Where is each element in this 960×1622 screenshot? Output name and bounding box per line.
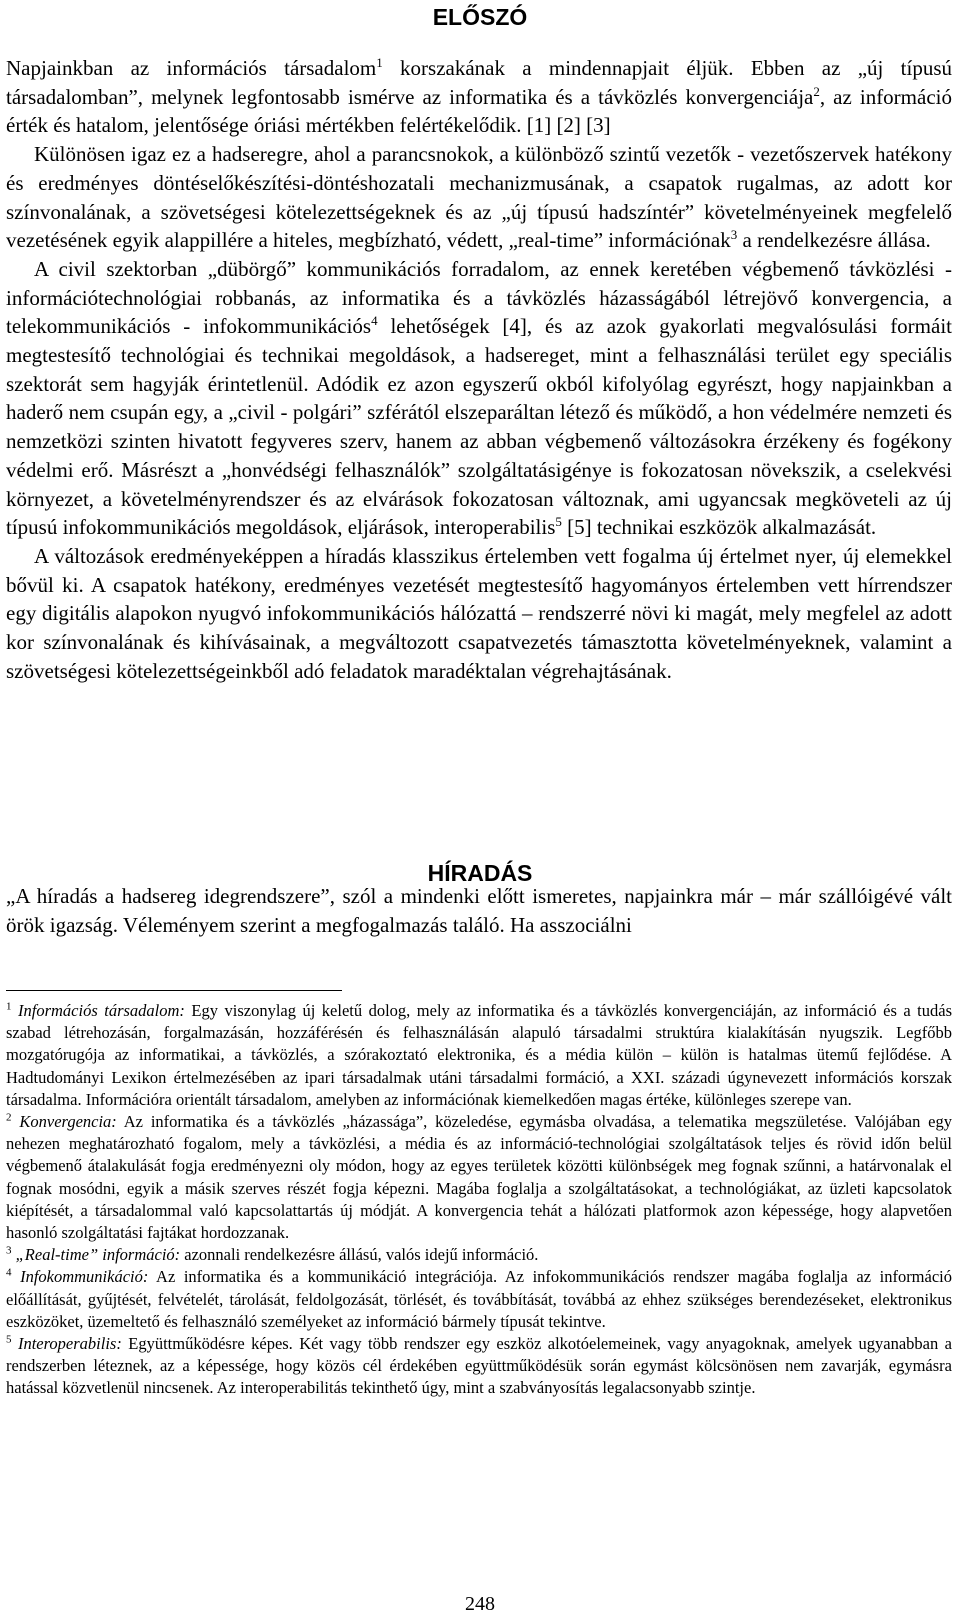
paragraph-4: A változások eredményeképpen a híradás klasszikus értelemben vett fogalma új értelmet nyer, új elemekkel bővül ki. A csapatok hatékony, eredményes vezetését megtestesítő hagyományos értelemben vett hírrendszer egy digitális alapokon nyugvó infokommunikációs hálózattá – rendszerré növi ki magát, mely megfelel az adott kor színvonalának és kihívásainak, a megváltozott csapatvezetés támasztotta követelményeknek, valamint a szövetségesi kötelezettségeinkből adó feladatok maradéktalan végrehajtásának.	[6, 543, 952, 683]
footnote-2: $^2$ Konvergencia: Az informatika és a távközlés „házassága”, közeledése, egymásba olvadása, a telematika megszületése. Valójában egy nehezen meghatározható fogalom, mely a távközlési, a média és az információ-technológiai szolgáltatások teljes és rövid időn belül végbemenő átalakulását fogja eredményezni oly módon, hogy az egyes területek közötti különbségek meg fognak szűnni, a határvonalak el fognak mosódni, egyik a másik szerves részét fogja képezni. Magába foglalja a szolgáltatásokat, a technológiákat, az üzleti kapcsolatok kiépítését, a társadalommal való kapcsolattartás új módját. A konvergencia tehát a hálózati platformok azon képessége, hogy alapvetően hasonló szolgáltatási fajtákat hordozzanak.	[6, 1111, 953, 1243]
footnote-divider	[6, 990, 342, 991]
footnotes	[6, 1000, 952, 1400]
footnote-ref-5[interactable]: 5	[555, 514, 562, 530]
paragraph-3: A civil szektorban „dübörgő” kommunikációs forradalom, az ennek keretében végbemenő távközlési - információtechnológiai robbanás, az informatika és a távközlés házasságából létrejövő konvergencia, a telekommunikációs - infokommunikációs$^4$ lehetőségek [4], és az azok gyakorlati megvalósulási formáit megtestesítő technológiai és technikai megoldások, a hadsereget, mint a felhasználási terület egy speciális szektorát sem hagyják érintetlenül. Adódik ez azon egyszerű okból kifolyólag egyrészt, hogy napjainkban a haderő nem csupán egy, a „civil - polgári” szférától elszeparáltan létező és működő, a hon védelmére nemzeti és nemzetközi szinten hivatott fegyveres szerv, hanem az abban végbemenő változásokra érzékeny és fogékony védelmi erő. Másrészt a „honvédségi felhasználók” szolgáltatásigénye is fokozatosan növekszik, a cselekvési környezet, a követelményrendszer és az elvárások fokozatosan változnak, ami ugyancsak megköveteli az új típusú infokommunikációs megoldások, eljárások, interoperabilis$^5$ [5] technikai eszközök alkalmazását.	[6, 256, 953, 540]
section-title-signal: HÍRADÁS	[427, 860, 533, 886]
section-title-foreword: ELŐSZÓ	[432, 4, 528, 30]
signal-body	[6, 882, 952, 939]
foreword-body	[6, 54, 952, 685]
page-number: 248	[465, 1593, 495, 1615]
footnote-1: $^1$ Információs társadalom: Egy viszonylag új keletű dolog, mely az informatika és a távközlés konvergenciáján, az információ és a tudás szabad létrehozásán, forgalmazásán, hozzáférésén és felhasználásán alapuló társadalmi struktúra kialakításán nyugszik. Legfőbb mozgatórugója az informatikai, a távközlés, a szórakoztató elektronika, és a média külön – külön is hatalmas ütemű fejlődése. A Hadtudományi Lexikon értelmezésében az ipari társadalmak utáni társadalmi formáció, a XXI. századi úgynevezett információs korszak társadalma. Információra orientált társadalom, amelyben az információnak kiemelkedően magas értéke, különleges szerepe van.	[6, 1000, 953, 1109]
footnote-ref-1[interactable]: 1	[376, 55, 383, 70]
paragraph-2: Különösen igaz ez a hadseregre, ahol a parancsnokok, a különböző szintű vezetők - vezetőszervek hatékony és eredményes döntéselőkészítési-döntéshozatali mechanizmusának, a csapatok rugalmas, az adott kor színvonalának, a szövetségesi kötelezettségeknek és az „új típusú hadszíntér” követelményeinek megfelelő vezetésének egyik alappillére a hiteles, megbízható, védett, „real-time” információnak$^3$ a rendelkezésre állása.	[6, 142, 952, 253]
footnote-4: $^4$ Infokommunikáció: Az informatika és a kommunikáció integrációja. Az infokommunikációs rendszer magába foglalja az információ előállítását, gyűjtését, felvételét, tárolását, feldolgozását, törlését, és továbbítását, továbbá az ehhez szükséges berendezéseket, elektronikus eszközöket, üzemeltető és felhasználó személyeket az információ bármely típusát tekintve.	[6, 1266, 952, 1331]
footnote-3: $^3$ „Real-time” információ: azonnali rendelkezésre állású, valós idejű információ.	[6, 1244, 539, 1265]
footnote-ref-2[interactable]: 2	[813, 83, 820, 99]
footnote-ref-4[interactable]: 4	[371, 313, 378, 329]
footnote-5: $^5$ Interoperabilis: Együttműködésre képes. Két vagy több rendszer egy eszköz alkotóelemeinek, vagy anyagoknak, amelyek ugyanabban a rendszerben léteznek, az a képessége, hogy közös cél érdekében együttműködésük során egymást kölcsönösen nem zavarják, egymásra hatással közvetlenül nincsenek. Az interoperabilitás tekinthető úgy, mint a szabványosítás legalacsonyabb szintje.	[6, 1333, 952, 1398]
paragraph-5: „A híradás a hadsereg idegrendszere”, szól a mindenki előtt ismeretes, napjainkra már – már szállóigévé vált örök igazság. Véleményem szerint a megfogalmazás találó. Ha asszociálni	[6, 884, 952, 937]
paragraph-1: Napjainkban az információs társadalom$^1$ korszakának a mindennapjait éljük. Ebben az „új típusú társadalomban”, melynek legfontosabb ismérve az informatika és a távközlés konvergenciája$^2$, az információ érték és hatalom, jelentősége óriási mértékben felértékelődik. [1] [2] [3]	[6, 55, 952, 138]
footnote-ref-3[interactable]: 3	[730, 227, 738, 243]
